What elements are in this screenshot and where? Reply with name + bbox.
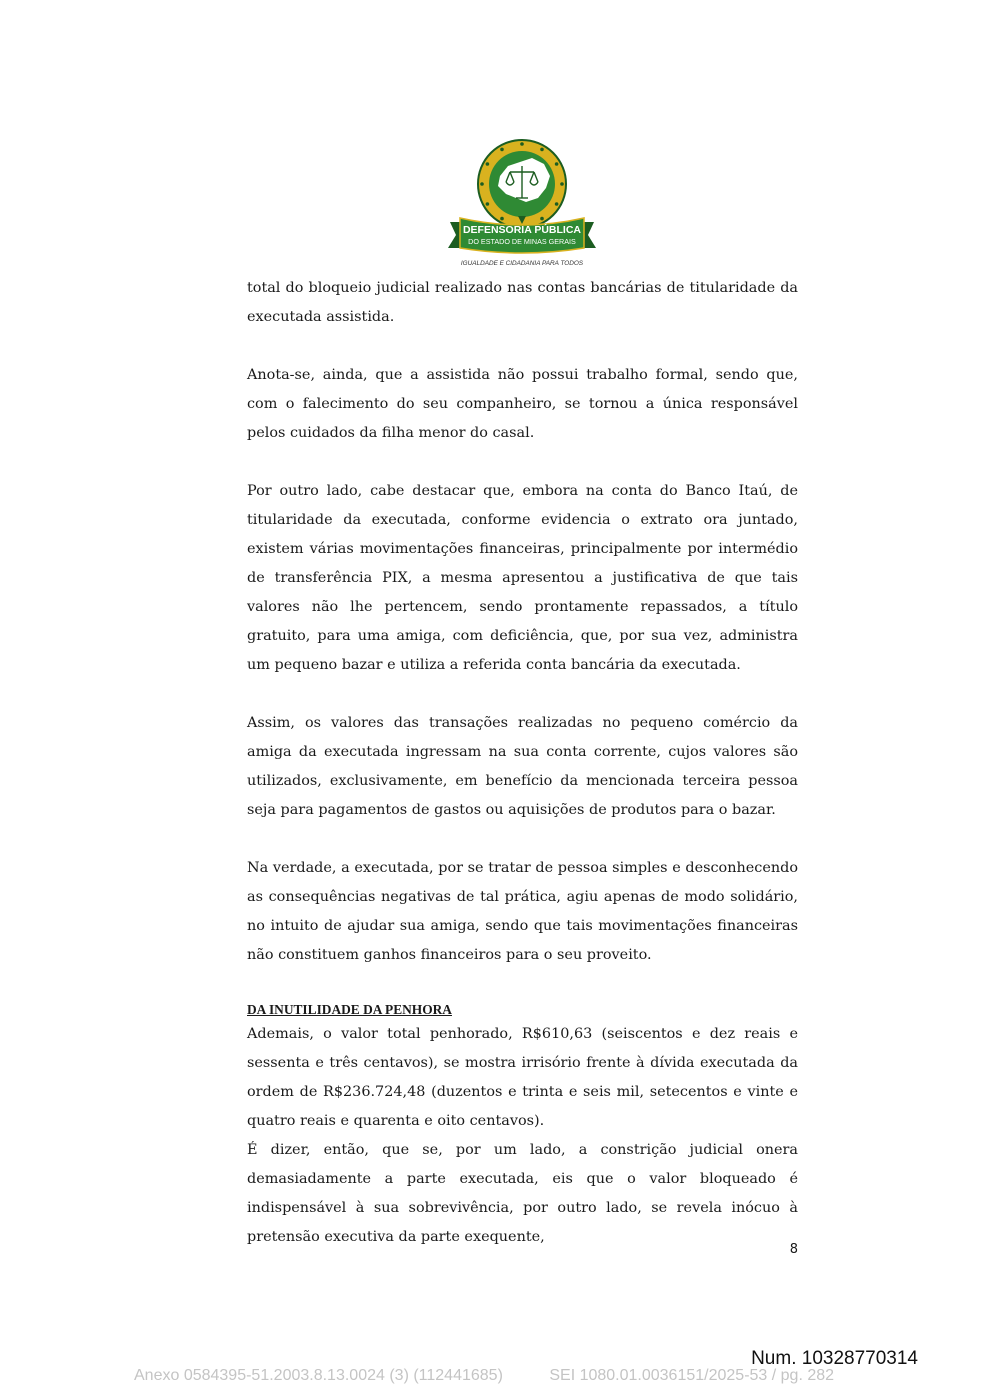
paragraph-5: Na verdade, a executada, por se tratar de pessoa simples e desconhecendo as consequências negativas de tal prática, agiu apenas de modo solidário, no intuito de ajudar sua amiga, sendo que tais movimentações financeiras não constituem ganhos financeiros para o seu proveito.: [247, 860, 798, 963]
logo-title-line2: DO ESTADO DE MINAS GERAIS: [468, 237, 576, 246]
paragraph-4: Assim, os valores das transações realizadas no pequeno comércio da amiga da executada ingressam na sua conta corrente, cujos valores são utilizados, exclusivamente, em benefício da mencionada terceira pessoa seja para pagamentos de gastos ou aquisições de produtos para o bazar.: [247, 715, 798, 818]
logo-title-line1: DEFENSORIA PÚBLICA: [462, 224, 582, 236]
paragraph-2: Anota-se, ainda, que a assistida não possui trabalho formal, sendo que, com o falecimento do seu companheiro, se tornou a única responsável pelos cuidados da filha menor do casal.: [247, 367, 798, 441]
paragraph-3: Por outro lado, cabe destacar que, embora na conta do Banco Itaú, de titularidade da executada, conforme evidencia o extrato ora juntado, existem várias movimentações financeiras, principalmente por intermédio de transferência PIX, a mesma apresentou a justificativa de que tais valores não lhe pertencem, sendo prontamente repassados, a título gratuito, para uma amiga, com deficiência, que, por sua vez, administra um pequeno bazar e utiliza a referida conta bancária da executada.: [247, 483, 798, 673]
section-heading: DA INUTILIDADE DA PENHORA: [247, 1002, 452, 1017]
footer-annex: Anexo 0584395-51.2003.8.13.0024 (3) (112441685): [134, 1367, 503, 1384]
logo-motto: IGUALDADE E CIDADANIA PARA TODOS: [460, 260, 584, 267]
page-number: 8: [789, 1242, 798, 1257]
paragraph-6: Ademais, o valor total penhorado, R$610,63 (seiscentos e dez reais e sessenta e três centavos), se mostra irrisório frente à dívida executada da ordem de R$236.724,48 (duzentos e trinta e seis mil, setecentos e vinte e quatro reais e quarenta e oito centavos).: [247, 1026, 798, 1129]
footer-sei-reference: SEI 1080.01.0036151/2025-53 / pg. 282: [549, 1367, 835, 1384]
paragraph-7: É dizer, então, que se, por um lado, a constrição judicial onera demasiadamente a parte executada, eis que o valor bloqueado é indispensável à sua sobrevivência, por outro lado, se revela inócuo à pretensão executiva da parte exequente,: [247, 1142, 798, 1245]
defensoria-publica-logo: [446, 136, 598, 270]
document-body: [247, 274, 798, 1252]
footer-stamp: [134, 1367, 834, 1385]
document-number: Num. 10328770314: [751, 1348, 918, 1369]
paragraph-1: total do bloqueio judicial realizado nas contas bancárias de titularidade da executada assistida.: [247, 280, 798, 325]
